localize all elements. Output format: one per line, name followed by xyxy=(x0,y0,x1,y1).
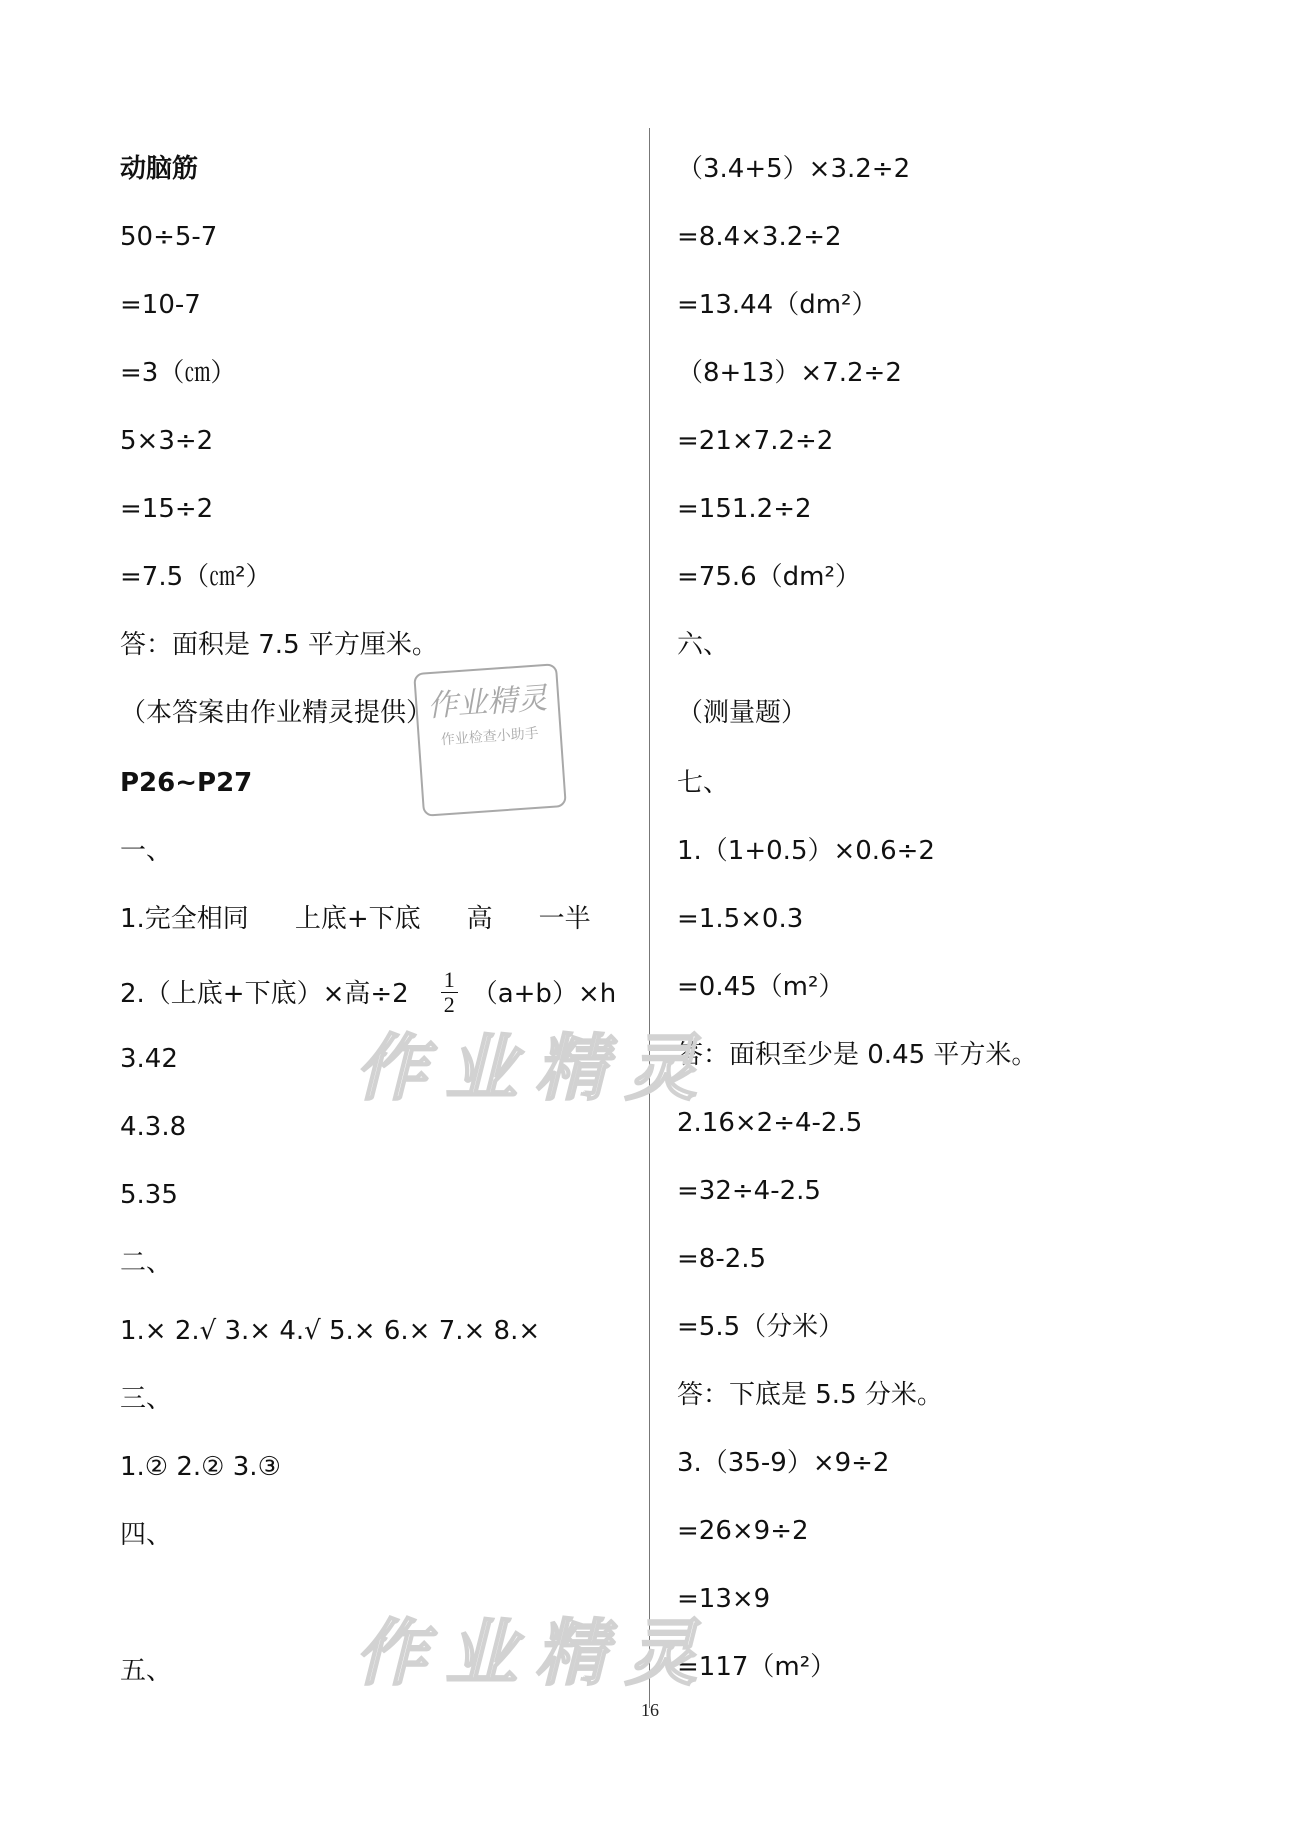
watermark-stamp xyxy=(413,663,567,817)
watermark-text: 作业精灵 xyxy=(355,1611,716,1695)
section-marker: 五、 xyxy=(120,1656,173,1686)
answer-line: =10-7 xyxy=(120,290,201,320)
answer-line: =1.5×0.3 xyxy=(677,904,804,934)
section-marker: 六、 xyxy=(677,630,730,660)
choice-answers: 1.② 2.② 3.③ xyxy=(120,1452,281,1482)
section-marker: 三、 xyxy=(120,1384,173,1414)
formula-suffix: （a+b）×h xyxy=(471,979,617,1009)
answer-line: =13×9 xyxy=(677,1584,771,1614)
fraction-numerator: 1 xyxy=(441,968,458,993)
answer-line: （8+13）×7.2÷2 xyxy=(677,358,902,388)
answer-line: =75.6（dm²） xyxy=(677,562,861,592)
answer-line: =8.4×3.2÷2 xyxy=(677,222,842,252)
answer-line: 50÷5-7 xyxy=(120,222,218,252)
watermark-text: 作业精灵 xyxy=(355,1026,716,1110)
answer-line: =13.44（dm²） xyxy=(677,290,878,320)
answer-line: （3.4+5）×3.2÷2 xyxy=(677,154,911,184)
answer-line: 4.3.8 xyxy=(120,1112,187,1142)
column-divider xyxy=(649,128,650,1708)
answer-sentence: 答：面积至少是 0.45 平方米。 xyxy=(677,1040,1038,1070)
answer-line: 2.16×2÷4-2.5 xyxy=(677,1108,863,1138)
answer-line: =32÷4-2.5 xyxy=(677,1176,821,1206)
source-note: （本答案由作业精灵提供） xyxy=(120,698,433,728)
fill-blank-answers xyxy=(120,902,591,936)
answer-line: =117（m²） xyxy=(677,1652,837,1682)
blank-answer: 一半 xyxy=(538,904,591,934)
answer-line: 5.35 xyxy=(120,1180,178,1210)
section-marker: 四、 xyxy=(120,1520,173,1550)
answer-line: =26×9÷2 xyxy=(677,1516,809,1546)
answer-line: （测量题） xyxy=(677,698,808,728)
stamp-title: 作业精灵 xyxy=(426,680,549,725)
answer-line: =15÷2 xyxy=(120,494,214,524)
answer-line: =21×7.2÷2 xyxy=(677,426,834,456)
answer-sentence: 答：下底是 5.5 分米。 xyxy=(677,1380,943,1410)
blank-answer: 上底+下底 xyxy=(294,904,421,934)
answer-line: =5.5（分米） xyxy=(677,1312,845,1342)
page-range-heading: P26~P27 xyxy=(120,768,253,798)
true-false-answers: 1.× 2.√ 3.× 4.√ 5.× 6.× 7.× 8.× xyxy=(120,1316,541,1346)
answer-line: =151.2÷2 xyxy=(677,494,812,524)
answer-line: =7.5（㎝²） xyxy=(120,562,272,592)
answer-line: =3（㎝） xyxy=(120,358,237,388)
blank-answer: 高 xyxy=(466,904,493,934)
section-marker: 七、 xyxy=(677,768,730,798)
blank-answer: 1.完全相同 xyxy=(120,904,249,934)
fraction-denominator: 2 xyxy=(443,992,455,1017)
answer-sentence: 答：面积是 7.5 平方厘米。 xyxy=(120,630,438,660)
formula-text: 2.（上底+下底）×高÷2 xyxy=(120,979,409,1009)
section-marker: 二、 xyxy=(120,1248,173,1278)
answer-line: 3.42 xyxy=(120,1044,178,1074)
section-title: 动脑筋 xyxy=(120,154,199,184)
page-number: 16 xyxy=(641,1700,659,1720)
answer-line: =0.45（m²） xyxy=(677,972,845,1002)
answer-line: 5×3÷2 xyxy=(120,426,214,456)
answer-line: 1.（1+0.5）×0.6÷2 xyxy=(677,836,935,866)
answer-line: 3.（35-9）×9÷2 xyxy=(677,1448,890,1478)
stamp-subtitle: 作业检查小助手 xyxy=(440,725,540,749)
section-marker: 一、 xyxy=(120,836,173,866)
answer-line: =8-2.5 xyxy=(677,1244,767,1274)
